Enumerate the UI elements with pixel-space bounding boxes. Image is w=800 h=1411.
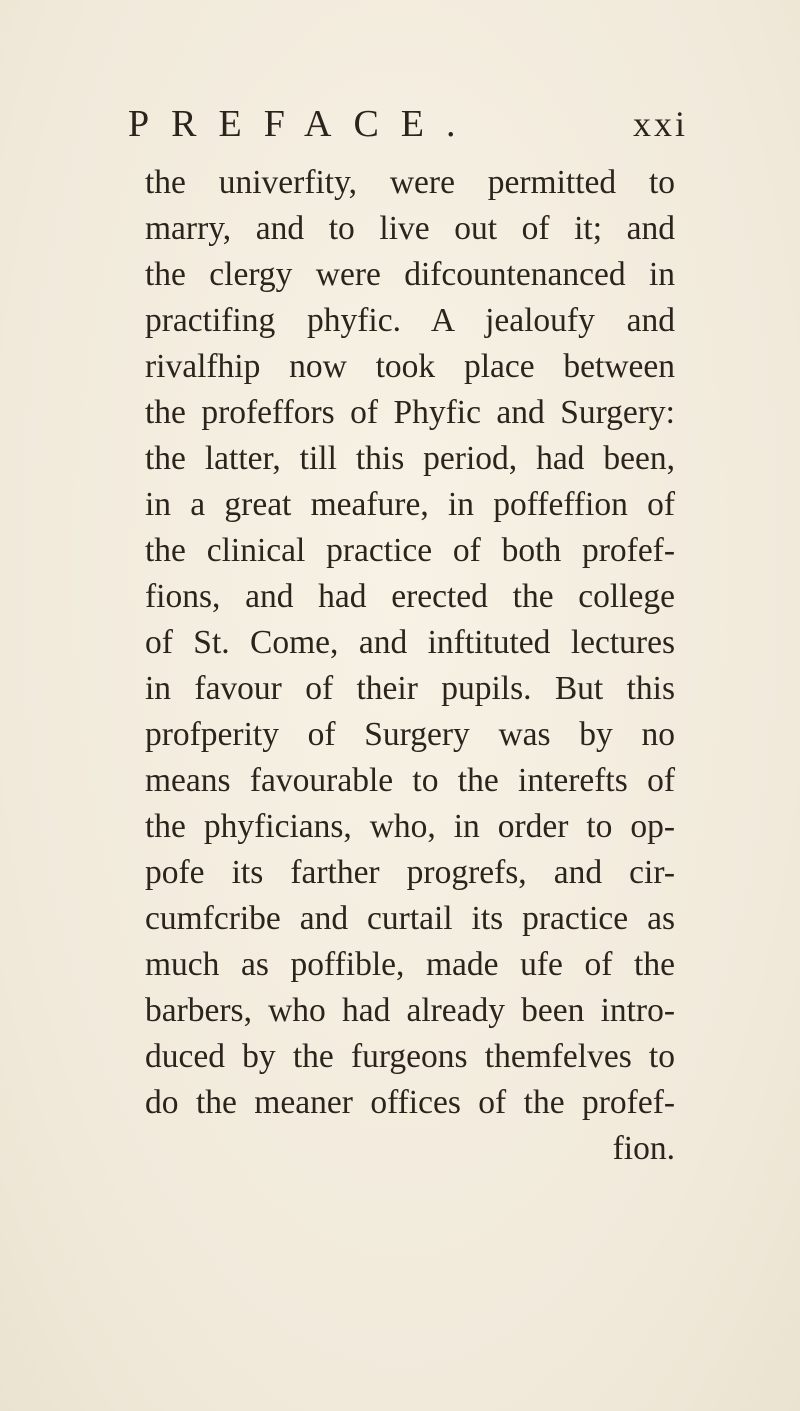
text-line: marry, and to live out of it; and bbox=[145, 210, 675, 247]
text-line: the latter, till this period, had been, bbox=[145, 440, 675, 477]
text-line: the univerfity, were permitted to bbox=[145, 164, 675, 201]
text-line: the clergy were difcountenanced in bbox=[145, 256, 675, 293]
text-line: much as poffible, made ufe of the bbox=[145, 946, 675, 983]
text-line: rivalfhip now took place between bbox=[145, 348, 675, 385]
running-title: PREFACE. bbox=[128, 103, 478, 145]
text-line: means favourable to the interefts of bbox=[145, 762, 675, 799]
text-line: pofe its farther progrefs, and cir- bbox=[145, 854, 675, 891]
text-line: barbers, who had already been intro- bbox=[145, 992, 675, 1029]
body-text bbox=[145, 160, 675, 1172]
text-line: of St. Come, and inftituted lectures bbox=[145, 624, 675, 661]
text-line: fions, and had erected the college bbox=[145, 578, 675, 615]
text-line: in a great meafure, in poffeffion of bbox=[145, 486, 675, 523]
text-line: do the meaner offices of the profef- bbox=[145, 1084, 675, 1121]
text-line: fion. bbox=[612, 1130, 675, 1167]
page-header bbox=[128, 94, 688, 154]
text-line: practifing phyfic. A jealoufy and bbox=[145, 302, 675, 339]
page-number: xxi bbox=[632, 104, 688, 144]
text-line: the profeffors of Phyfic and Surgery: bbox=[145, 394, 675, 431]
text-line: the clinical practice of both profef- bbox=[145, 532, 675, 569]
text-line: profperity of Surgery was by no bbox=[145, 716, 675, 753]
text-line: the phyficians, who, in order to op- bbox=[145, 808, 675, 845]
text-line: cumfcribe and curtail its practice as bbox=[145, 900, 675, 937]
text-line: duced by the furgeons themfelves to bbox=[145, 1038, 675, 1075]
text-line: in favour of their pupils. But this bbox=[145, 670, 675, 707]
